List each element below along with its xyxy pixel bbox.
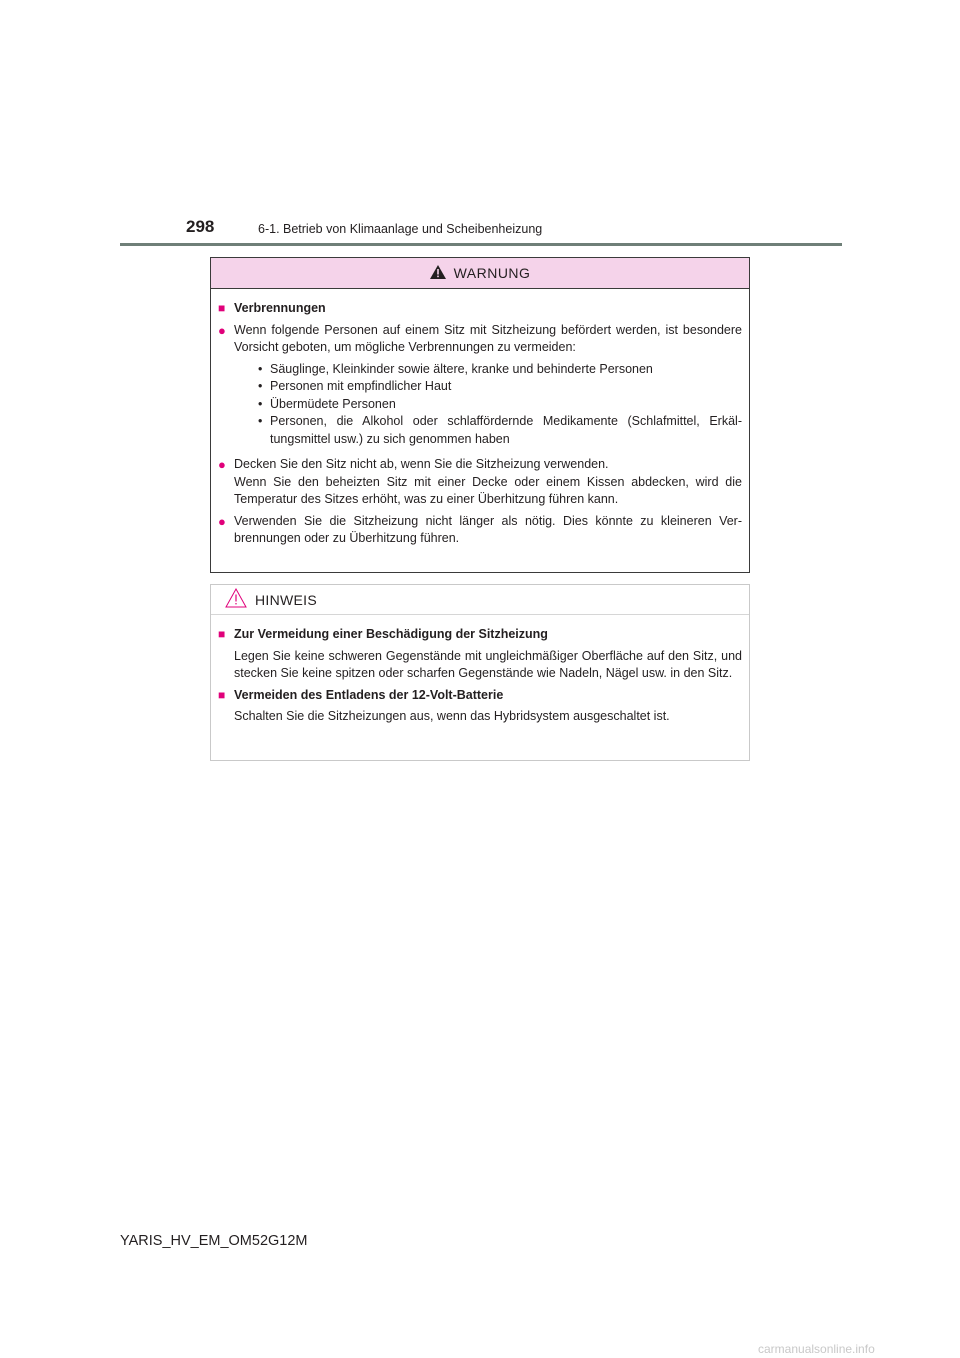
notice-text: Legen Sie keine schweren Gegenstände mit ungleichmäßiger Oberfläche auf den Sitz, und stecken Sie keine spitzen oder scharfen Gegenstände wie Nadeln, Nägel usw. in den Sitz. <box>234 648 742 680</box>
warning-triangle-icon <box>430 265 446 282</box>
footer-code: YARIS_HV_EM_OM52G12M <box>120 1233 308 1249</box>
notice-header <box>211 585 749 615</box>
square-bullet-icon: ■ <box>218 301 226 315</box>
notice-content <box>211 615 749 726</box>
sub-item: • Säuglinge, Kleinkinder sowie ältere, kranke und behinderte Personen <box>258 361 653 376</box>
list-item: ● Wenn folgende Personen auf einem Sitz mit Sitzheizung befördert werden, ist besondere Vorsicht geboten, um mögliche Verbrennungen zu vermeiden: • Säuglinge, Kleinkinder sowie ältere, kranke und behinderte Personen • Personen mit empfindlicher Haut • Übermüdete Personen • Personen, die Alkohol oder schlaffördernde Medikamente (Schlafmittel, Erkäl-tungsmittel usw.) zu sich genommen haben <box>218 322 742 453</box>
list-item: ● Decken Sie den Sitz nicht ab, wenn Sie die Sitzheizung verwenden. Wenn Sie den beheizten Sitz mit einer Decke oder einem Kissen abdecken, wird die Temperatur des Sitzes erhöht, was zu einer Überhitzung führen kann. <box>218 456 742 509</box>
notice-text: Schalten Sie die Sitzheizungen aus, wenn das Hybridsystem ausgeschaltet ist. <box>234 709 670 723</box>
warning-content <box>211 289 749 548</box>
circle-bullet-icon: ● <box>218 322 226 338</box>
notice-box <box>210 584 750 761</box>
circle-bullet-icon: ● <box>218 513 226 529</box>
circle-bullet-icon: ● <box>218 457 226 472</box>
list-item: ● Verwenden Sie die Sitzheizung nicht länger als nötig. Dies könnte zu kleineren Ver-brennungen oder zu Überhitzung führen. <box>218 513 742 548</box>
notice-heading: ■ Zur Vermeidung einer Beschädigung der Sitzheizung <box>218 626 742 644</box>
square-bullet-icon: ■ <box>218 627 226 641</box>
square-bullet-icon: ■ <box>218 687 226 702</box>
header-rule <box>120 243 842 246</box>
watermark: carmanualsonline.info <box>758 1342 875 1356</box>
section-title: 6-1. Betrieb von Klimaanlage und Scheibenheizung <box>258 222 543 236</box>
warning-topic: ■ Verbrennungen <box>218 300 742 318</box>
caution-triangle-icon <box>225 588 247 611</box>
sub-list <box>258 361 742 449</box>
sub-item: • Übermüdete Personen <box>258 396 396 411</box>
warning-title: WARNUNG <box>453 265 531 281</box>
page-number: 298 <box>186 217 215 236</box>
notice-title: HINWEIS <box>255 591 317 608</box>
notice-heading: ■ Vermeiden des Entladens der 12-Volt-Batterie <box>218 687 742 705</box>
sub-item: • Personen mit empfindlicher Haut <box>258 379 452 393</box>
warning-header <box>211 258 749 289</box>
sub-item: • Personen, die Alkohol oder schlaffördernde Medikamente (Schlafmittel, Erkäl-tungsmittel usw.) zu sich genommen haben <box>258 414 742 446</box>
warning-box <box>210 257 750 573</box>
